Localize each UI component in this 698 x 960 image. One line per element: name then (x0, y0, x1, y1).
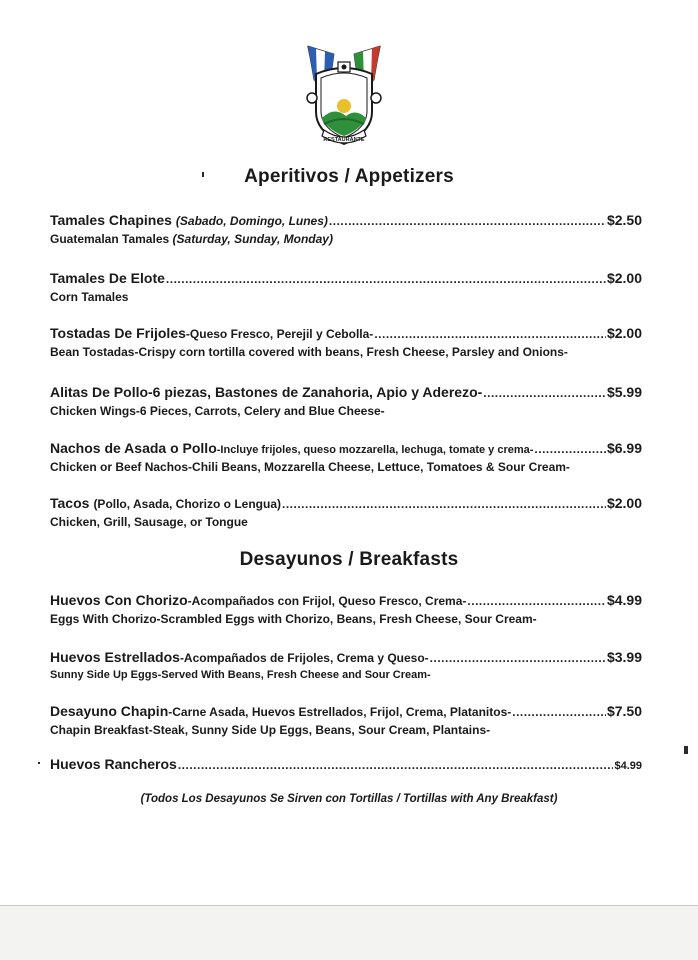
item-price: $2.00 (606, 325, 642, 341)
item-name: Huevos Estrellados (50, 649, 180, 665)
item-price: $4.99 (606, 592, 642, 608)
breakfasts-heading: Desayunos / Breakfasts (239, 549, 459, 570)
item-name: Tamales De Elote (50, 270, 165, 286)
dot-leader (512, 705, 606, 719)
item-desc (50, 232, 642, 248)
dot-leader (430, 651, 606, 665)
item-desc: Chapin Breakfast-Steak, Sunny Side Up Eggs, Beans, Sour Cream, Plantains- (50, 723, 491, 737)
item-desc: Chicken, Grill, Sausage, or Tongue (50, 515, 248, 529)
scan-speck (202, 172, 204, 177)
item-price: $3.99 (606, 649, 642, 665)
item-sub: -Acompañados con Frijol, Queso Fresco, Crema- (187, 594, 467, 608)
item-desc: Chicken or Beef Nachos-Chili Beans, Mozzarella Cheese, Lettuce, Tomatoes & Sour Cream- (50, 460, 570, 474)
restaurant-crest-logo (294, 40, 394, 152)
menu-item (50, 592, 642, 628)
item-desc: Eggs With Chorizo-Scrambled Eggs with Chorizo, Beans, Fresh Cheese, Sour Cream- (50, 612, 537, 626)
menu-item (50, 325, 642, 361)
menu-item (50, 440, 642, 476)
dot-leader (534, 442, 606, 456)
item-sub: -Acompañados de Frijoles, Crema y Queso- (179, 651, 429, 665)
item-desc: Chicken Wings-6 Pieces, Carrots, Celery and Blue Cheese- (50, 404, 385, 418)
item-name: Desayuno Chapin (50, 703, 169, 719)
menu-item (50, 649, 642, 685)
item-name: Tacos (50, 495, 90, 511)
logo-ribbon-text: RESTAURANTE (323, 137, 365, 143)
dot-leader (483, 386, 606, 400)
item-price: $2.50 (606, 212, 642, 228)
menu-item (50, 212, 642, 248)
dot-leader (166, 272, 606, 286)
item-name: Alitas De Pollo-6 piezas, Bastones de Zanahoria, Apio y Aderezo- (50, 384, 483, 400)
scan-speck (38, 762, 40, 764)
item-desc: Sunny Side Up Eggs-Served With Beans, Fresh Cheese and Sour Cream- (50, 669, 431, 681)
dot-leader (178, 758, 614, 772)
item-price: $2.00 (606, 270, 642, 286)
menu-item (50, 384, 642, 420)
item-name: Tamales Chapines (50, 212, 172, 228)
dot-leader (467, 594, 606, 608)
item-name: Tostadas De Frijoles (50, 325, 186, 341)
menu-item (50, 495, 642, 531)
item-desc: Corn Tamales (50, 290, 129, 304)
appetizers-heading: Aperitivos / Appetizers (244, 166, 454, 187)
item-price: $6.99 (606, 440, 642, 456)
item-sub: (Sabado, Domingo, Lunes) (175, 214, 328, 228)
item-desc-italic: (Saturday, Sunday, Monday) (172, 232, 333, 246)
menu-item (50, 703, 642, 739)
dot-leader (282, 497, 606, 511)
item-sub: -Queso Fresco, Perejil y Cebolla- (185, 327, 374, 341)
item-price: $4.99 (614, 760, 642, 772)
menu-item (50, 756, 642, 774)
item-name: Huevos Con Chorizo (50, 592, 188, 608)
item-price: $7.50 (606, 703, 642, 719)
item-price: $2.00 (606, 495, 642, 511)
item-desc: Bean Tostadas-Crispy corn tortilla covered with beans, Fresh Cheese, Parsley and Onions- (50, 345, 568, 359)
item-desc-text: Guatemalan Tamales (50, 232, 170, 246)
item-name: Nachos de Asada o Pollo (50, 440, 217, 456)
item-sub: -Incluye frijoles, queso mozzarella, lechuga, tomate y crema- (216, 444, 534, 456)
item-price: $5.99 (606, 384, 642, 400)
item-name: Huevos Rancheros (50, 756, 177, 772)
item-sub: -Carne Asada, Huevos Estrellados, Frijol, Crema, Platanitos- (168, 705, 512, 719)
menu-item (50, 270, 642, 306)
scan-speck (684, 746, 688, 754)
breakfast-tortilla-note: (Todos Los Desayunos Se Sirven con Tortillas / Tortillas with Any Breakfast) (140, 793, 558, 805)
dot-leader (329, 214, 606, 228)
dot-leader (374, 327, 606, 341)
item-sub: (Pollo, Asada, Chorizo o Lengua) (93, 497, 281, 511)
